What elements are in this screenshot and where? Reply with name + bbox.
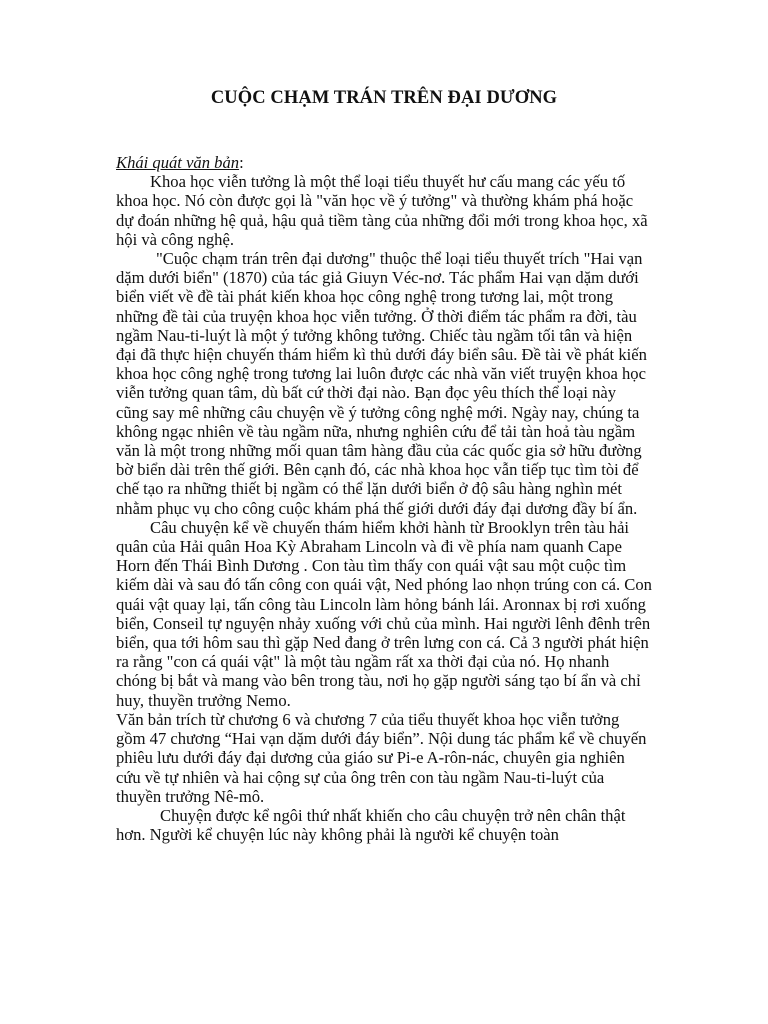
paragraph-narration: Chuyện được kể ngôi thứ nhất khiến cho câu chuyện trở nên chân thật hơn. Người kể chuyện lúc này không phải là người kể chuyện toàn [116, 805, 626, 845]
paragraph-source: Văn bản trích từ chương 6 và chương 7 của tiểu thuyết khoa học viễn tưởng gồm 47 chương “Hai vạn dặm dưới đáy biển”. Nội dung tác phẩm kể về chuyến phiêu lưu dưới đáy đại dương của giáo sư Pi-e A-rôn-nác, chuyên gia nghiên cứu về tự nhiên và hai cộng sự của ông trên con tàu ngầm Nau-ti-luýt của thuyền trưởng Nê-mô. [116, 709, 647, 806]
section-heading-line [116, 153, 652, 172]
paragraph-summary: Câu chuyện kể về chuyến thám hiểm khởi hành từ Brooklyn trên tàu hải quân của Hải quân Hoa Kỳ Abraham Lincoln và đi về phía nam quanh Cape Horn đến Thái Bình Dương . Con tàu tìm thấy con quái vật sau một cuộc tìm kiếm dài và sau đó tấn công con quái vật, Ned phóng lao nhọn trúng con cá. Con quái vật quay lại, tấn công tàu Lincoln làm hỏng bánh lái. Aronnax bị rơi xuống biển, Conseil tự nguyện nhảy xuống với chủ của mình. Hai người lênh đênh trên biển, qua tới hôm sau thì gặp Ned đang ở trên lưng con cá. Cả 3 người phát hiện ra rằng "con cá quái vật" là một tàu ngầm rất xa thời đại của nó. Họ nhanh chóng bị bắt và mang vào bên trong tàu, nơi họ gặp người sáng tạo bí ẩn và chỉ huy, thuyền trưởng Nemo. [116, 517, 652, 710]
document-body [116, 153, 652, 844]
section-heading-colon: : [239, 153, 244, 172]
document-title: CUỘC CHẠM TRÁN TRÊN ĐẠI DƯƠNG [210, 88, 558, 108]
paragraph-intro: Khoa học viễn tưởng là một thể loại tiểu thuyết hư cấu mang các yếu tố khoa học. Nó còn được gọi là "văn học về ý tưởng" và thường khám phá hoặc dự đoán những hệ quả, hậu quả tiềm tàng của những đổi mới trong khoa học, xã hội và công nghệ. [116, 172, 648, 249]
paragraph-context: "Cuộc chạm trán trên đại dương" thuộc thể loại tiểu thuyết trích "Hai vạn dặm dưới biển" (1870) của tác giả Giuyn Véc-nơ. Tác phẩm Hai vạn dặm dưới biển viết về đề tài phát kiến khoa học công nghệ trong tương lai, một trong những đề tài của truyện khoa học viễn tưởng. Ở thời điểm tác phẩm ra đời, tàu ngầm Nau-ti-luýt là một ý tưởng không tưởng. Chiếc tàu ngầm tối tân và hiện đại đã thực hiện chuyến thám hiểm kì thủ dưới đáy biển sâu. Đề tài về phát kiến khoa học công nghệ trong tương lai luôn được các nhà văn viết truyện khoa học viễn tưởng quan tâm, dù bất cứ thời đại nào. Bạn đọc yêu thích thể loại này cũng say mê những câu chuyện về ý tưởng công nghệ mới. Ngày nay, chúng ta không ngạc nhiên về tàu ngầm nữa, nhưng nghiên cứu để tải tàn hoả tàu ngầm văn là một trong những mối quan tâm hàng đầu của các quốc gia sở hữu đường bờ biển dài trên thế giới. Bên cạnh đó, các nhà khoa học vẫn tiếp tục tìm tòi để chế tạo ra những thiết bị ngầm có thể lặn dưới biển ở độ sâu hàng nghìn mét nhằm phục vụ cho công cuộc khám phá thế giới dưới đáy đại dương đầy bí ẩn. [116, 249, 647, 518]
section-heading: Khái quát văn bản [116, 153, 240, 172]
